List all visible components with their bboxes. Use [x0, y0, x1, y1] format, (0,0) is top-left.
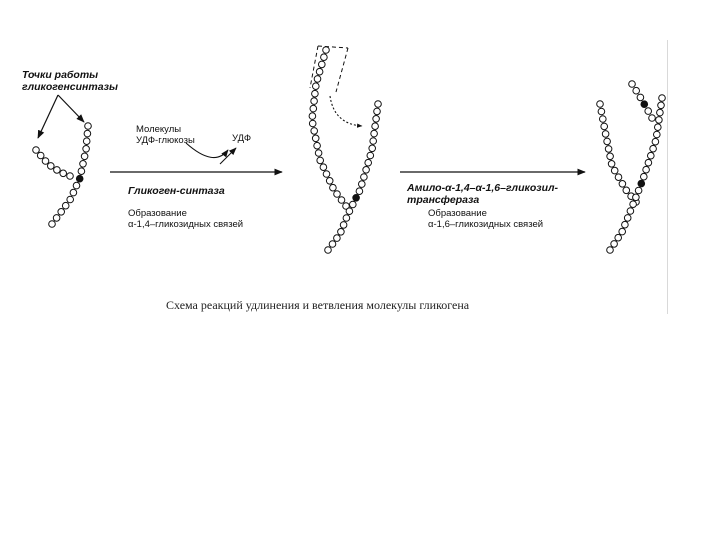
- glucose-bead: [343, 215, 350, 222]
- glucose-bead: [33, 147, 40, 154]
- glucose-bead: [619, 228, 626, 235]
- glucose-bead: [70, 189, 77, 196]
- glucose-bead: [373, 116, 380, 123]
- formation-2-label-2: α-1,6–гликозидных связей: [428, 219, 544, 230]
- udp-label: УДФ: [232, 133, 252, 144]
- glucose-bead: [605, 146, 612, 153]
- formation-2-label-1: Образование: [428, 208, 487, 219]
- glucose-bead: [317, 157, 324, 164]
- glucose-bead: [326, 178, 333, 185]
- work-points-label-1: Точки работы: [22, 69, 99, 81]
- glucose-bead: [338, 229, 345, 236]
- glucose-bead: [67, 173, 74, 180]
- glucose-bead: [83, 146, 90, 153]
- glucose-bead: [60, 170, 67, 177]
- glucose-bead: [330, 184, 337, 191]
- glucose-bead: [650, 145, 657, 152]
- enzyme-2-label-1: Амило-α-1,4–α-1,6–гликозил-: [407, 182, 559, 194]
- branch-point-bead: [76, 175, 83, 182]
- enzyme-2-label-2: трансфераза: [407, 194, 480, 206]
- glucose-bead: [37, 152, 44, 159]
- glucose-bead: [367, 152, 374, 159]
- glucose-bead: [309, 120, 316, 127]
- glucose-bead: [615, 174, 622, 181]
- glycogen-molecule-start: [33, 123, 92, 228]
- glucose-bead: [643, 166, 650, 173]
- glucose-bead: [58, 209, 65, 216]
- glucose-bead: [319, 61, 326, 68]
- glucose-bead: [338, 197, 345, 204]
- glucose-bead: [315, 150, 322, 157]
- glucose-bead: [334, 191, 341, 198]
- glucose-bead: [83, 138, 90, 145]
- glucose-bead: [649, 115, 656, 122]
- molecules-label-1: Молекулы: [136, 124, 182, 135]
- glucose-bead: [370, 138, 377, 145]
- glucose-bead: [313, 83, 320, 90]
- glucose-bead: [320, 164, 327, 171]
- glucose-bead: [601, 123, 608, 130]
- glucose-bead: [623, 187, 630, 194]
- glucose-bead: [312, 135, 319, 142]
- glucose-bead: [604, 138, 611, 145]
- glucose-bead: [602, 131, 609, 138]
- glucose-bead: [633, 87, 640, 94]
- pointer-arrow-right: [58, 95, 84, 122]
- glucose-bead: [652, 138, 659, 145]
- glucose-bead: [657, 109, 664, 116]
- enzyme-1-label: Гликоген-синтаза: [128, 185, 225, 197]
- glucose-bead: [374, 108, 381, 115]
- glucose-bead: [67, 196, 74, 203]
- glucose-bead: [363, 167, 370, 174]
- glucose-bead: [365, 159, 372, 166]
- glucose-bead: [314, 76, 321, 83]
- glucose-bead: [371, 130, 378, 137]
- glucose-bead: [630, 201, 637, 208]
- glucose-bead: [350, 201, 357, 208]
- glucose-bead: [654, 131, 661, 138]
- glucose-bead: [84, 130, 91, 137]
- branch-point-bead: [353, 195, 360, 202]
- pointer-arrow-left: [38, 95, 58, 138]
- glucose-bead: [78, 168, 85, 175]
- glucose-bead: [600, 116, 607, 123]
- glucose-bead: [309, 113, 316, 120]
- formation-1-label-2: α-1,4–гликозидных связей: [128, 219, 244, 230]
- glucose-bead: [648, 152, 655, 159]
- glucose-bead: [658, 102, 665, 109]
- glucose-bead: [611, 167, 618, 174]
- glucose-bead: [622, 221, 629, 228]
- glucose-bead: [607, 247, 614, 254]
- glucose-bead: [629, 81, 636, 88]
- glucose-bead: [656, 117, 663, 124]
- glucose-bead: [49, 221, 56, 228]
- glucose-bead: [635, 187, 642, 194]
- glucose-bead: [340, 222, 347, 229]
- glucose-bead: [655, 124, 662, 131]
- glucose-bead: [334, 235, 341, 242]
- glucose-bead: [81, 153, 88, 160]
- glucose-bead: [645, 159, 652, 166]
- glucose-bead: [615, 234, 622, 241]
- glucose-bead: [346, 208, 353, 215]
- glucose-bead: [314, 142, 321, 149]
- glucose-bead: [53, 215, 60, 222]
- glucose-bead: [597, 101, 604, 108]
- glucose-bead: [80, 161, 87, 168]
- glucose-bead: [73, 182, 80, 189]
- formation-1-label-1: Образование: [128, 208, 187, 219]
- glucose-bead: [42, 158, 49, 165]
- work-points-label-2: гликогенсинтазы: [22, 81, 118, 93]
- glucose-bead: [329, 241, 336, 248]
- glucose-bead: [312, 90, 319, 97]
- transfer-arrow-dotted: [330, 96, 362, 126]
- branch-point-bead: [638, 180, 645, 187]
- glycogen-molecule-elongated: [309, 47, 381, 254]
- glucose-bead: [619, 181, 626, 188]
- glucose-bead: [311, 128, 318, 135]
- glucose-bead: [323, 47, 330, 54]
- glucose-bead: [359, 181, 366, 188]
- glucose-bead: [637, 94, 644, 101]
- glucose-bead: [607, 153, 614, 160]
- glucose-bead: [316, 68, 323, 75]
- glucose-bead: [659, 95, 666, 102]
- figure-caption: Схема реакций удлинения и ветвления молекулы гликогена: [166, 298, 470, 312]
- glucose-bead: [323, 171, 330, 178]
- glucose-bead: [372, 123, 379, 130]
- glucose-bead: [325, 247, 332, 254]
- molecules-label-2: УДФ-глюкозы: [136, 135, 195, 146]
- glucose-bead: [633, 194, 640, 201]
- glucose-bead: [321, 54, 328, 61]
- glucose-bead: [375, 101, 382, 108]
- glucose-bead: [627, 208, 634, 215]
- glucose-bead: [361, 174, 368, 181]
- glucose-bead: [311, 98, 318, 105]
- glucose-bead: [641, 173, 648, 180]
- glucose-bead: [645, 108, 652, 115]
- glucose-bead: [611, 241, 618, 248]
- glucose-bead: [54, 167, 61, 174]
- glucose-bead: [369, 145, 376, 152]
- glucose-bead: [85, 123, 92, 130]
- glucose-bead: [310, 105, 317, 112]
- branch-point-bead: [641, 101, 648, 108]
- glucose-bead: [624, 215, 631, 222]
- glucose-bead: [356, 188, 363, 195]
- glycogen-molecule-branched: [597, 81, 666, 254]
- glucose-bead: [598, 108, 605, 115]
- glucose-bead: [608, 161, 615, 168]
- glucose-bead: [48, 163, 55, 170]
- glucose-bead: [62, 202, 69, 209]
